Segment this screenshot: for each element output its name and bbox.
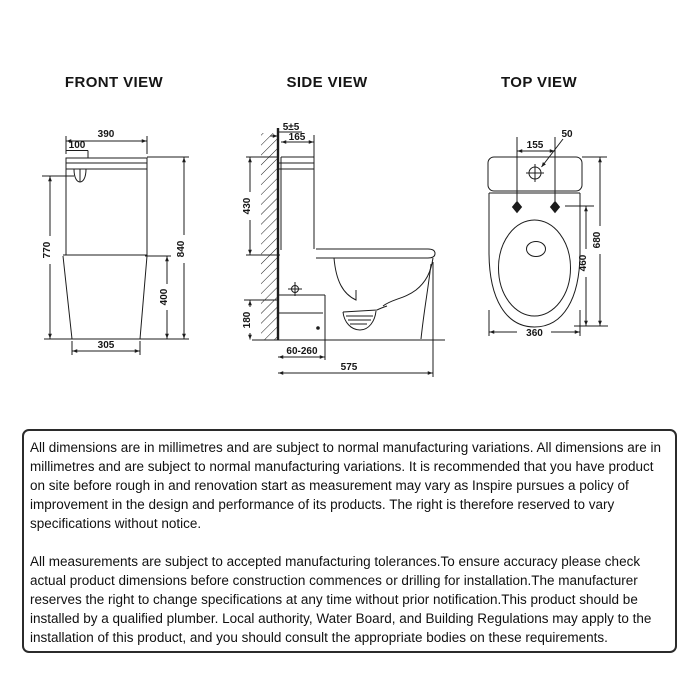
svg-text:180: 180 bbox=[242, 311, 253, 329]
side-fixing-mark bbox=[288, 282, 320, 330]
svg-text:305: 305 bbox=[97, 340, 115, 351]
svg-text:60-260: 60-260 bbox=[286, 346, 318, 357]
svg-text:400: 400 bbox=[159, 288, 170, 306]
front-view-drawing bbox=[42, 129, 189, 355]
disclaimer-paragraph-2: All measurements are subject to accepted manufacturing tolerances.To ensure accuracy please check actual product dimensions before construction commences or drilling for installation.The manufacturer reserves the right to change specifications at any time without prior notification.This product should be installed by a qualified plumber. Local authority, Water Board, and Building Regulations may apply to the installation of this product, and you should consult the appropriate bodies on these requirements. bbox=[30, 554, 652, 645]
svg-text:680: 680 bbox=[592, 231, 603, 249]
side-dim-outlet-range bbox=[278, 346, 325, 357]
top-view-drawing bbox=[488, 129, 608, 339]
svg-text:165: 165 bbox=[288, 132, 306, 143]
front-dim-button-offset bbox=[66, 140, 88, 158]
top-dim-button-size bbox=[542, 129, 573, 167]
svg-text:460: 460 bbox=[578, 254, 589, 272]
top-view-title: TOP VIEW bbox=[501, 74, 577, 91]
svg-text:840: 840 bbox=[176, 240, 187, 258]
side-bowl-outline bbox=[316, 249, 435, 339]
top-bowl-outline bbox=[489, 193, 580, 327]
front-cistern-outline bbox=[66, 158, 147, 255]
side-view-title: SIDE VIEW bbox=[286, 74, 368, 91]
side-outlet-dot bbox=[316, 326, 320, 330]
side-dim-tank-setout bbox=[281, 132, 314, 157]
front-dim-total-height bbox=[147, 157, 189, 339]
svg-text:5±5: 5±5 bbox=[282, 122, 300, 133]
svg-text:50: 50 bbox=[561, 129, 573, 140]
disclaimer-box bbox=[22, 429, 677, 653]
svg-text:770: 770 bbox=[42, 241, 53, 259]
top-dim-width bbox=[489, 310, 580, 339]
disclaimer-paragraph-1: All dimensions are in millimetres and are subject to normal manufacturing variations. All dimensions are in millimetres and are subject to normal manufacturing variations. It is recommended that you have product on site before rough in and renovation start as measurement may vary as Inspire pursues a policy of improvement in the design and performance of its products. The right is therefore reserved to vary specifications without notice. bbox=[30, 440, 662, 531]
front-dim-base-height bbox=[145, 256, 171, 339]
front-pedestal-outline bbox=[63, 255, 147, 339]
svg-text:390: 390 bbox=[97, 129, 115, 140]
top-dim-total-length bbox=[574, 157, 608, 326]
front-flush-button bbox=[74, 169, 86, 182]
svg-text:430: 430 bbox=[242, 197, 253, 215]
side-wall bbox=[261, 128, 278, 340]
svg-text:360: 360 bbox=[526, 328, 543, 339]
svg-text:155: 155 bbox=[526, 140, 544, 151]
top-seat-fixing-holes bbox=[513, 202, 560, 213]
top-water-spot bbox=[527, 242, 546, 257]
side-cistern-outline bbox=[278, 157, 314, 250]
front-view-title: FRONT VIEW bbox=[64, 74, 164, 91]
svg-text:575: 575 bbox=[340, 362, 358, 373]
front-dim-base-width bbox=[72, 340, 140, 355]
side-view-drawing bbox=[242, 122, 445, 377]
svg-text:100: 100 bbox=[68, 140, 86, 151]
